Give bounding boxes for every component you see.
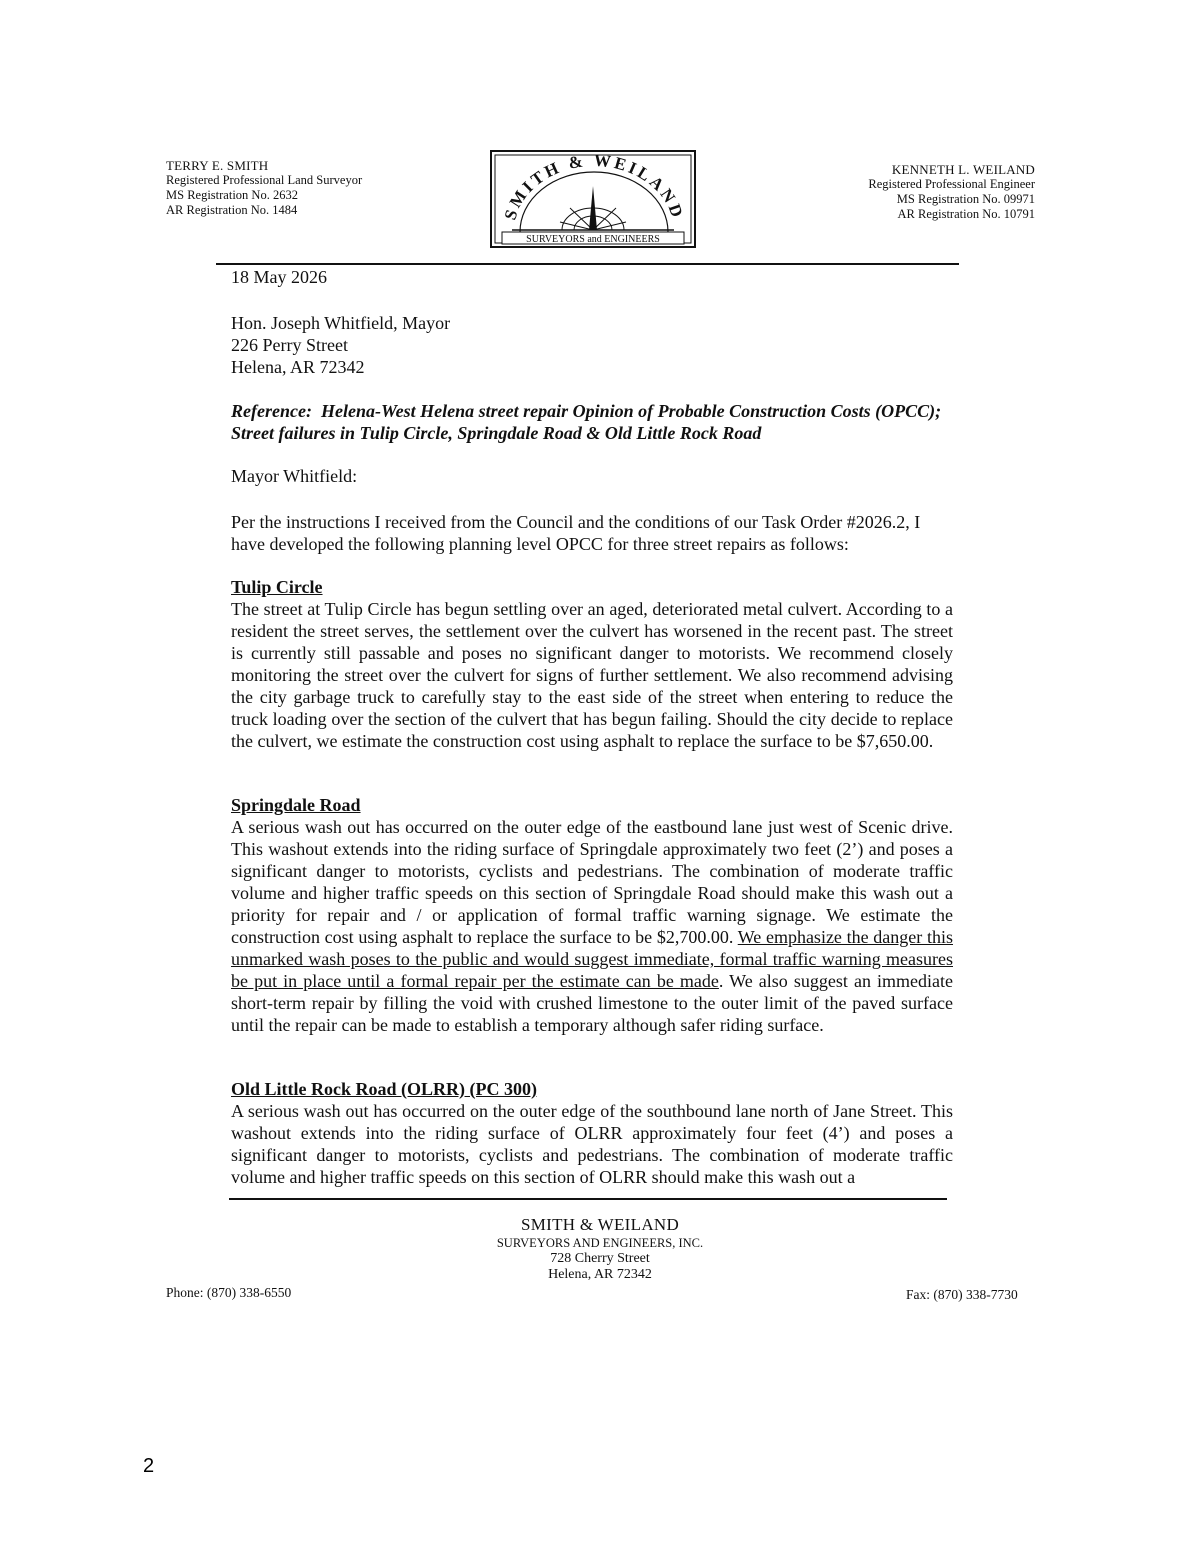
letter-date: 18 May 2026: [231, 267, 327, 287]
surveyor-ar-registration: AR Registration No. 1484: [166, 203, 298, 217]
tulip-heading: Tulip Circle: [231, 577, 323, 597]
engineer-ms-registration: MS Registration No. 09971: [896, 192, 1035, 206]
recipient-address: [231, 312, 450, 378]
tulip-text: The street at Tulip Circle has begun settling over an aged, deteriorated metal culvert. According to a resident the street serves, the settlement over the culvert has worsened in the recent past. The street is currently still passable and poses no significant danger to motorists. We recommend closely monitoring the street over the culvert for signs of further settlement. We also recommend advising the city garbage truck to carefully stay to the east side of the street when entering to reduce the truck loading over the section of the culvert that has begun failing. Should the city decide to replace the culvert, we estimate the construction cost using asphalt to replace the surface to be $7,650.00.: [231, 599, 953, 751]
surveyor-name: TERRY E. SMITH: [166, 158, 269, 173]
footer-divider: [229, 1198, 947, 1200]
page-number: 2: [143, 1455, 155, 1477]
footer-phone: Phone: (870) 338-6550: [166, 1285, 292, 1300]
logo-icon: [490, 150, 696, 248]
intro-paragraph: Per the instructions I received from the Council and the conditions of our Task Order #2026.2, I have developed the following planning level OPCC for three street repairs as follows:: [231, 512, 921, 554]
reference-text: Helena-West Helena street repair Opinion of Probable Construction Costs (OPCC); Street failures in Tulip Circle, Springdale Road & Old Little Rock Road: [231, 401, 942, 443]
engineer-ar-registration: AR Registration No. 10791: [897, 207, 1035, 221]
footer-fax: Fax: (870) 338-7730: [906, 1287, 1018, 1302]
salutation: Mayor Whitfield:: [231, 466, 358, 486]
section-tulip-circle: [231, 576, 953, 752]
springdale-text: A serious wash out has occurred on the outer edge of the eastbound lane just west of Scenic drive. This washout extends into the riding surface of Springdale approximately two feet (2’) and poses a significant danger to motorists, cyclists and pedestrians. The combination of moderate traffic volume and higher traffic speeds on this section of Springdale Road should make this wash out a priority for repair and / or application of formal traffic warning signage. We estimate the construction cost using asphalt to replace the surface to be $2,700.00.: [231, 817, 953, 947]
letterhead-right: [840, 162, 1035, 222]
letterhead-left: [166, 158, 426, 218]
springdale-heading: Springdale Road: [231, 795, 361, 815]
springdale-emphasis: We emphasize the danger this unmarked wash poses to the public and would suggest immediate, formal traffic warning measures be put in place until a formal repair per the estimate can be made: [231, 927, 953, 991]
footer-subtitle: SURVEYORS AND ENGINEERS, INC.: [496, 1236, 704, 1250]
recipient-city: Helena, AR 72342: [231, 357, 365, 377]
recipient-street: 226 Perry Street: [231, 335, 348, 355]
footer-street: 728 Cherry Street: [550, 1251, 650, 1266]
olrr-text: A serious wash out has occurred on the outer edge of the southbound lane north of Jane Street. This washout extends into the riding surface of OLRR approximately four feet (4’) and poses a significant danger to motorists, cyclists and pedestrians. The combination of moderate traffic volume and higher traffic speeds on this section of OLRR should make this wash out a: [231, 1101, 953, 1187]
reference-line: [231, 400, 961, 444]
surveyor-title: Registered Professional Land Surveyor: [166, 173, 363, 187]
svg-text:SMITH & WEILAND: SMITH & WEILAND: [500, 150, 688, 223]
reference-label: Reference:: [231, 401, 312, 421]
olrr-heading: Old Little Rock Road (OLRR) (PC 300): [231, 1079, 537, 1099]
recipient-name: Hon. Joseph Whitfield, Mayor: [231, 313, 451, 333]
company-logo: [490, 150, 696, 248]
section-old-little-rock-road: [231, 1078, 953, 1188]
header-divider: [216, 263, 959, 265]
section-springdale-road: [231, 794, 953, 1036]
surveyor-ms-registration: MS Registration No. 2632: [166, 188, 298, 202]
engineer-name: KENNETH L. WEILAND: [891, 162, 1035, 177]
springdale-text-continued: . We also suggest an immediate short-term repair by filling the void with crushed limestone to the outer limit of the paved surface until the repair can be made to establish a temporary although safer riding surface.: [231, 971, 954, 1035]
footer-city: Helena, AR 72342: [548, 1267, 652, 1282]
engineer-title: Registered Professional Engineer: [868, 177, 1035, 191]
footer-firm: SMITH & WEILAND: [520, 1215, 680, 1234]
footer-address: [400, 1215, 800, 1283]
svg-text:SURVEYORS and ENGINEERS: SURVEYORS and ENGINEERS: [526, 234, 660, 245]
